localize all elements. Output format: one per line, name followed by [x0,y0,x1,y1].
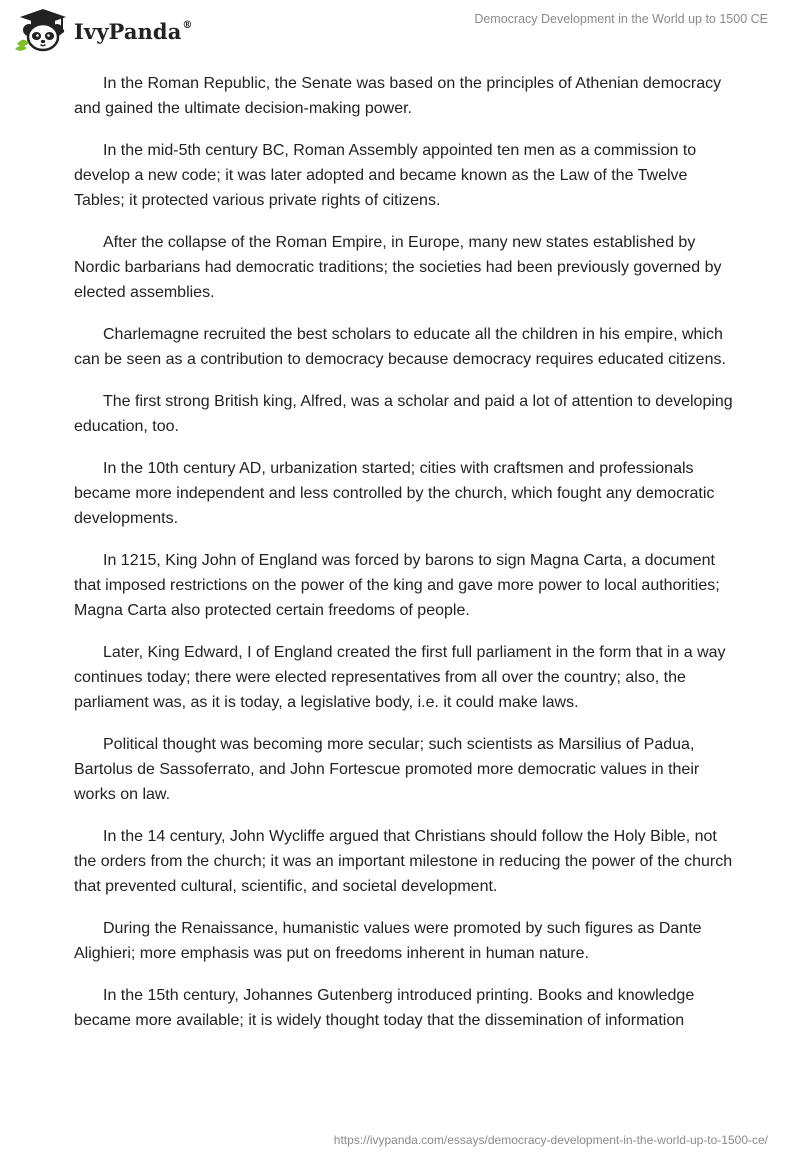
source-url[interactable]: https://ivypanda.com/essays/democracy-development-in-the-world-up-to-1500-ce/ [333,1133,768,1147]
paragraph-nordic-states: After the collapse of the Roman Empire, in Europe, many new states established by Nordic barbarians had democratic traditions; the societies had been previously governed by elected assemblies. [74,234,722,301]
paragraph-secular-thought: Political thought was becoming more secular; such scientists as Marsilius of Padua, Bartolus de Sassoferrato, and John Fortescue promoted more democratic values in their works on law. [74,736,700,803]
paragraph-urbanization: In the 10th century AD, urbanization started; cities with craftsmen and professionals became more independent and less controlled by the church, which fought any democratic developments. [74,460,715,527]
brand-name-text: IvyPanda [74,18,182,44]
brand-name [74,19,193,44]
page-header [0,0,800,60]
paragraph-alfred: The first strong British king, Alfred, was a scholar and paid a lot of attention to developing education, too. [74,393,733,435]
registered-mark: ® [182,19,193,31]
paragraph-magna-carta: In 1215, King John of England was forced by barons to sign Magna Carta, a document that imposed restrictions on the power of the king and gave more power to local authorities; Magna Carta also protected certain freedoms of people. [74,552,720,619]
ivypanda-logo[interactable] [14,8,193,52]
document-title: Democracy Development in the World up to 1500 CE [474,12,768,26]
paragraph-wycliffe: In the 14 century, John Wycliffe argued that Christians should follow the Holy Bible, not the orders from the church; it was an important milestone in reducing the power of the church that prevented cultural, scientific, and societal development. [74,828,733,895]
paragraph-charlemagne: Charlemagne recruited the best scholars to educate all the children in his empire, which can be seen as a contribution to democracy because democracy requires educated citizens. [74,326,726,368]
paragraph-renaissance: During the Renaissance, humanistic values were promoted by such figures as Dante Alighieri; more emphasis was put on freedoms inherent in human nature. [74,920,702,962]
paragraph-parliament: Later, King Edward, I of England created the first full parliament in the form that in a way continues today; there were elected representatives from all over the country; also, the parliament was, as it is today, a legislative body, i.e. it could make laws. [74,644,726,711]
panda-graduate-icon [14,8,72,52]
paragraph-gutenberg: In the 15th century, Johannes Gutenberg introduced printing. Books and knowledge became more available; it is widely thought today that the dissemination of information [74,987,695,1029]
essay-body [74,71,734,1050]
paragraph-roman-republic: In the Roman Republic, the Senate was based on the principles of Athenian democracy and gained the ultimate decision-making power. [74,75,722,117]
paragraph-twelve-tables: In the mid-5th century BC, Roman Assembly appointed ten men as a commission to develop a new code; it was later adopted and became known as the Law of the Twelve Tables; it protected various private rights of citizens. [74,142,697,209]
